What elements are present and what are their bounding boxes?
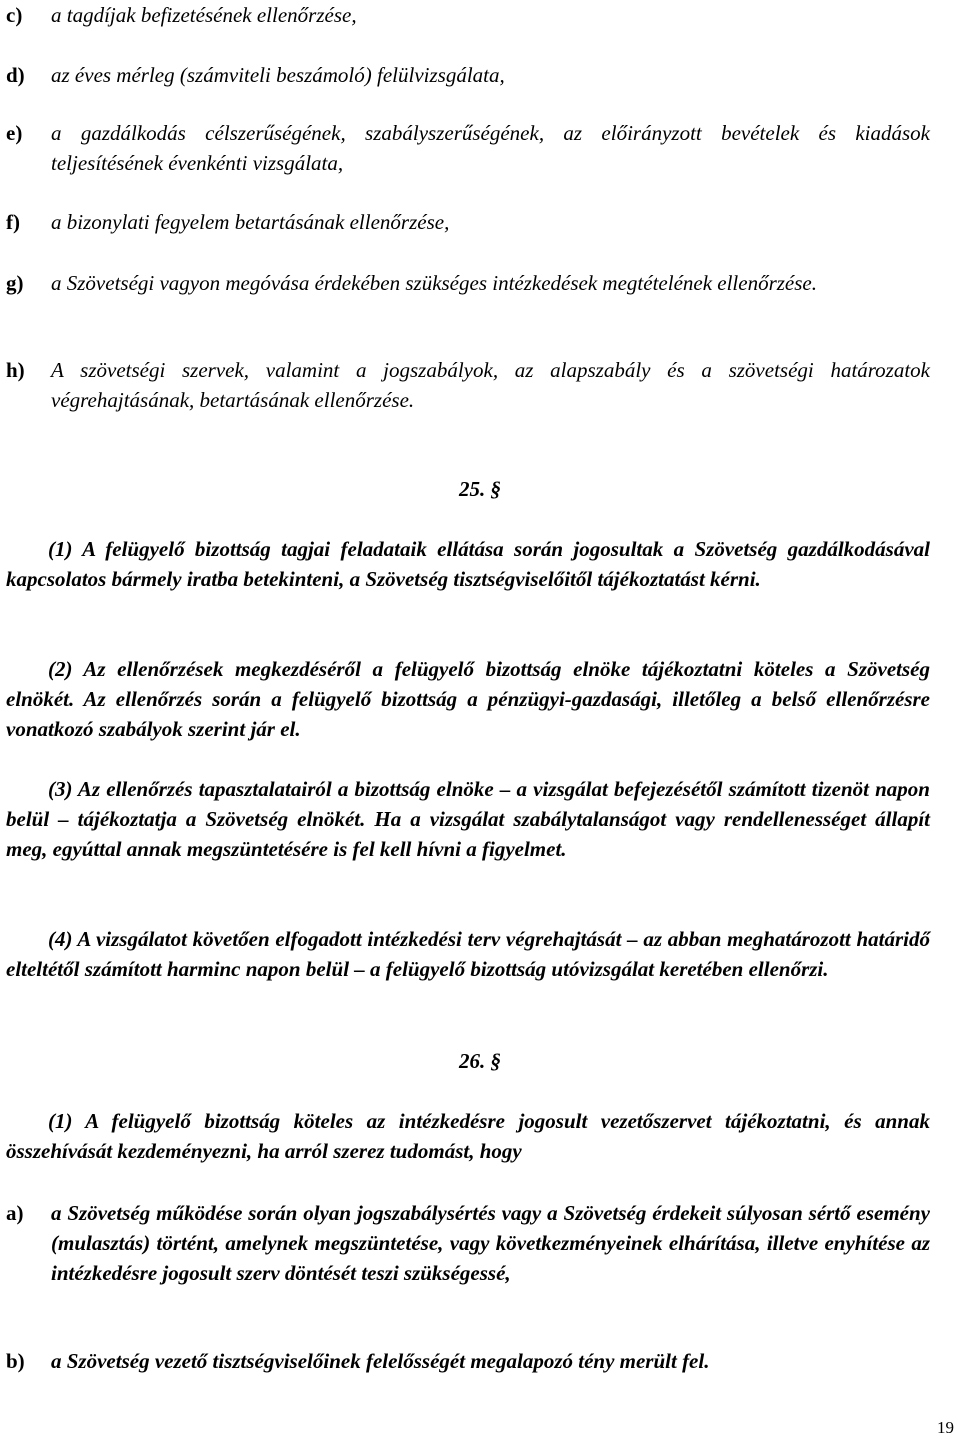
- list-item-26-a: [6, 1198, 930, 1288]
- list-item-f: [6, 207, 930, 237]
- paragraph-text: (1) A felügyelő bizottság tagjai feladataik ellátása során jogosultak a Szövetség gazdálkodásával kapcsolatos bármely iratba betekinteni, a Szövetség tisztségviselőitől tájékoztatást kérni.: [6, 537, 930, 591]
- list-item-label: f): [6, 210, 20, 234]
- paragraph-text: (3) Az ellenőrzés tapasztalatairól a bizottság elnöke – a vizsgálat befejezésétől számított tizenöt napon belül – tájékoztatja a Szövetség elnökét. Ha a vizsgálat szabálytalanságot vagy rendellenességet állapít meg, egyúttal annak megszüntetésére is fel kell hívni a figyelmet.: [6, 777, 930, 861]
- list-item-text: a gazdálkodás célszerűségének, szabályszerűségének, az előirányzott bevételek és kiadások teljesítésének évenkénti vizsgálata,: [51, 121, 930, 175]
- list-item-label: g): [6, 271, 24, 295]
- list-item-label: a): [6, 1201, 24, 1225]
- paragraph-25-3: [6, 774, 930, 864]
- list-item-text: a Szövetség vezető tisztségviselőinek felelősségét megalapozó tény merült fel.: [51, 1349, 710, 1373]
- list-item-text: az éves mérleg (számviteli beszámoló) felülvizsgálata,: [51, 63, 505, 87]
- list-item-text: a bizonylati fegyelem betartásának ellenőrzése,: [51, 210, 450, 234]
- list-item-label: b): [6, 1349, 25, 1373]
- list-item-c: [6, 0, 930, 30]
- paragraph-text: (2) Az ellenőrzések megkezdéséről a felügyelő bizottság elnöke tájékoztatni köteles a Szövetség elnökét. Az ellenőrzés során a felügyelő bizottság a pénzügyi-gazdasági, illetőleg a belső ellenőrzésre vonatkozó szabályok szerint jár el.: [6, 657, 930, 741]
- list-item-label: d): [6, 63, 25, 87]
- list-item-label: h): [6, 358, 25, 382]
- section-heading-25: 25. §: [459, 477, 501, 501]
- paragraph-25-2: [6, 654, 930, 744]
- section-heading-26: 26. §: [459, 1049, 501, 1073]
- list-item-text: a Szövetségi vagyon megóvása érdekében szükséges intézkedések megtételének ellenőrzése.: [51, 271, 817, 295]
- list-item-e: [6, 118, 930, 178]
- paragraph-25-1: [6, 534, 930, 594]
- list-item-label: e): [6, 121, 23, 145]
- list-item-g: [6, 268, 930, 298]
- list-item-text: A szövetségi szervek, valamint a jogszabályok, az alapszabály és a szövetségi határozatok végrehajtásának, betartásának ellenőrzése.: [51, 358, 930, 412]
- page-number: 19: [937, 1418, 954, 1437]
- list-item-text: a Szövetség működése során olyan jogszabálysértés vagy a Szövetség érdekeit súlyosan sértő esemény (mulasztás) történt, amelynek megszüntetése, vagy következményeinek elhárítása, illetve enyhítése az intézkedésre jogosult szerv döntését teszi szükségessé,: [51, 1201, 930, 1285]
- list-item-label: c): [6, 3, 23, 27]
- list-item-h: [6, 355, 930, 415]
- paragraph-25-4: [6, 924, 930, 984]
- list-item-d: [6, 60, 930, 90]
- paragraph-text: (1) A felügyelő bizottság köteles az intézkedésre jogosult vezetőszervet tájékoztatni, és annak összehívását kezdeményezni, ha arról szerez tudomást, hogy: [6, 1109, 930, 1163]
- paragraph-text: (4) A vizsgálatot követően elfogadott intézkedési terv végrehajtását – az abban meghatározott határidő elteltétől számított harminc napon belül – a felügyelő bizottság utóvizsgálat keretében ellenőrzi.: [6, 927, 930, 981]
- list-item-26-b: [6, 1346, 930, 1376]
- paragraph-26-1: [6, 1106, 930, 1166]
- list-item-text: a tagdíjak befizetésének ellenőrzése,: [51, 3, 357, 27]
